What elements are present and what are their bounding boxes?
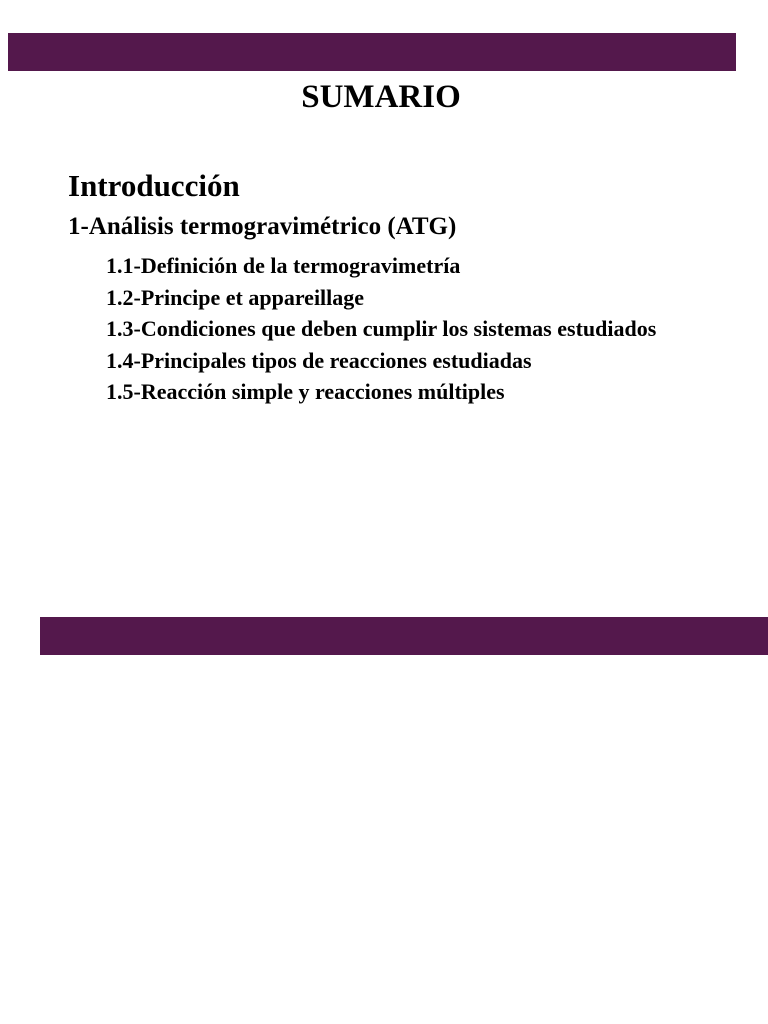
toc-introduction: Introducción bbox=[68, 168, 240, 203]
toc-subsection-1-3: 1.3-Condiciones que deben cumplir los sistemas estudiados bbox=[106, 316, 657, 341]
toc-section-1: 1-Análisis termogravimétrico (ATG) bbox=[68, 213, 457, 240]
toc-subsection-1-5: 1.5-Reacción simple y reacciones múltiples bbox=[106, 379, 505, 404]
toc-subsection-1-2: 1.2-Principe et appareillage bbox=[106, 284, 365, 310]
top-decorative-band bbox=[8, 33, 736, 71]
toc-subsection-1-1: 1.1-Definición de la termogravimetría bbox=[106, 253, 461, 278]
toc-subsection-list bbox=[106, 250, 656, 408]
bottom-decorative-band bbox=[40, 617, 768, 655]
page-title: SUMARIO bbox=[301, 79, 461, 115]
toc-subsection-1-4: 1.4-Principales tipos de reacciones estudiadas bbox=[106, 347, 532, 373]
